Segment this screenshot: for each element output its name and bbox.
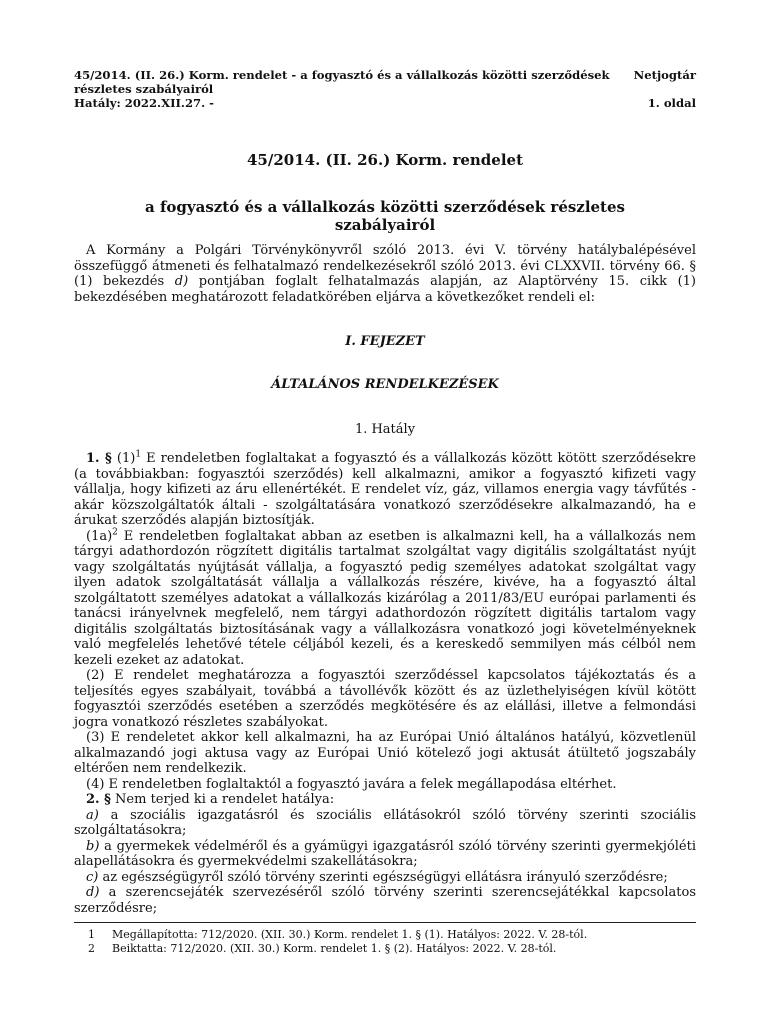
footnote-2 <box>88 942 696 956</box>
paragraph-1-2: (2) E rendelet meghatározza a fogyasztói szerződéssel kapcsolatos tájékoztatás és a teljesítés egyes szabályait, továbbá a távollévők között és az üzlethelyiségen kívül kötött fogyasztói szerződés esetében a szerződés megkötésére és az elállási, illetve a felmondási jogra vonatkozó részletes szabályokat. <box>74 668 696 730</box>
paragraph-1-1 <box>74 451 696 529</box>
list-item-text: a gyermekek védelméről és a gyámügyi igazgatásról szóló törvény szerinti gyermekjóléti alapellátásokra és gyermekvédelmi szakellátásokra; <box>74 838 696 869</box>
preamble-text-2: pontjában foglalt felhatalmazás alapján, az Alaptörvény 15. cikk (1) bekezdésében meghatározott feladatkörében eljárva a következőket rendeli el: <box>74 274 696 305</box>
section-1-number: 1. § <box>86 451 112 466</box>
header-title: 45/2014. (II. 26.) Korm. rendelet - a fogyasztó és a vállalkozás közötti szerződések részletes szabályairól <box>74 68 610 96</box>
list-item <box>74 885 696 916</box>
chapter-title: ÁLTALÁNOS RENDELKEZÉSEK <box>271 377 499 392</box>
list-item-label: d) <box>86 885 100 900</box>
list-item-label: c) <box>86 869 99 885</box>
footnote-ref-2[interactable]: 2 <box>112 527 118 538</box>
section-heading: 1. Hatály <box>354 422 416 437</box>
chapter-number: I. FEJEZET <box>345 334 425 349</box>
paragraph-1-3: (3) E rendeletet akkor kell alkalmazni, ha az Európai Unió általános hatályú, közvetlenül alkalmazandó jogi aktusa vagy az Európai Unió kötelező jogi aktusát átültető jogszabály eltérően nem rendelkezik. <box>74 730 696 776</box>
paragraph-2 <box>74 792 696 808</box>
list-item-text: a szociális igazgatásról és szociális ellátásokról szóló törvény szerinti szociális szolgáltatásokra; <box>74 807 696 838</box>
list-item-text: a szerencsejáték szervezéséről szóló törvény szerinti szerencsejátékkal kapcsolatos szerződésre; <box>74 885 696 916</box>
document-title: 45/2014. (II. 26.) Korm. rendelet <box>246 151 524 169</box>
footnote-text: Beiktatta: 712/2020. (XII. 30.) Korm. rendelet 1. § (2). Hatályos: 2022. V. 28-tól. <box>112 942 557 955</box>
paragraph-1-1-text: E rendeletben foglaltakat a fogyasztó és a vállalkozás között kötött szerződésekre (a továbbiakban: fogyasztói szerződés) kell alkalmazni, amikor a fogyasztó kifizeti vagy vállalja, hogy kifizeti az áru ellenértékét. E rendelet víz, gáz, villamos energia vagy távfűtés - akár közszolgáltatók általi - szolgáltatására vonatkozó szerződésekre alkalmazandó, ha e árukat szerződés alapján biztosítják. <box>74 451 696 528</box>
list-item-label: a) <box>86 807 99 823</box>
list-item-label: b) <box>86 838 100 854</box>
paragraph-1-1a-text: E rendeletben foglaltakat abban az esetben is alkalmazni kell, ha a vállalkozás nem tárgyi adathordozón rögzített digitális tartalmat szolgáltat vagy digitális szolgáltatást nyújt vagy szolgáltatás nyújtását vállalja, a fogyasztó pedig személyes adatokat szolgáltat vagy ilyen adatok szolgáltatását vállalja a vállalkozás részére, kivéve, ha a fogyasztó által szolgáltatott személyes adatokat a vállalkozás kizárólag a 2011/83/EU európai parlamenti és tanácsi irányelvnek megfelelő, nem tárgyi adathordozón rögzített digitális tartalom vagy digitális szolgáltatás biztosításának vagy a vállalkozásra vonatkozó jogi követelményeknek való megfelelés lehetővé tétele céljából kezeli, és a kereskedő semmilyen más célból nem kezeli ezeket az adatokat. <box>74 528 696 668</box>
preamble-text-1: A Kormány a Polgári Törvénykönyvről szóló 2013. évi V. törvény hatálybalépésével összefüggő átmeneti és felhatalmazó rendelkezésekről szóló 2013. évi CLXXVII. törvény 66. § (1) bekezdés <box>74 243 696 289</box>
header-page-number: 1. oldal <box>647 96 696 110</box>
preamble-point: d) <box>174 274 189 289</box>
footnote-number: 1 <box>88 928 95 941</box>
header-effective-date: Hatály: 2022.XII.27. - <box>74 96 214 110</box>
section-2-number: 2. § <box>86 792 111 807</box>
list-item <box>74 839 696 870</box>
preamble <box>74 243 696 305</box>
paragraph-1-1a <box>74 529 696 669</box>
paragraph-1-1-lead: (1) <box>111 451 136 466</box>
list-item <box>74 808 696 839</box>
footnote-text: Megállapította: 712/2020. (XII. 30.) Korm. rendelet 1. § (1). Hatályos: 2022. V. 28-tól. <box>112 928 588 941</box>
header-right <box>634 68 696 110</box>
footnote-ref-1[interactable]: 1 <box>135 449 142 460</box>
paragraph-1-4: (4) E rendeletben foglaltaktól a fogyasztó javára a felek megállapodása eltérhet. <box>86 776 617 792</box>
document-subtitle: a fogyasztó és a vállalkozás közötti szerződések részletes szabályairól <box>145 198 625 234</box>
header-left <box>74 68 619 110</box>
footnote-1 <box>88 928 696 942</box>
footnote-number: 2 <box>88 942 95 955</box>
list-item <box>74 870 696 886</box>
footnote-divider <box>74 922 696 923</box>
section-2-lead: Nem terjed ki a rendelet hatálya: <box>110 792 335 807</box>
paragraph-1-1a-lead: (1a) <box>86 528 113 544</box>
header-source: Netjogtár <box>633 68 696 82</box>
main-text <box>74 451 696 916</box>
list-item-text: az egészségügyről szóló törvény szerinti egészségügyi ellátásra irányuló szerződésre; <box>98 869 668 885</box>
